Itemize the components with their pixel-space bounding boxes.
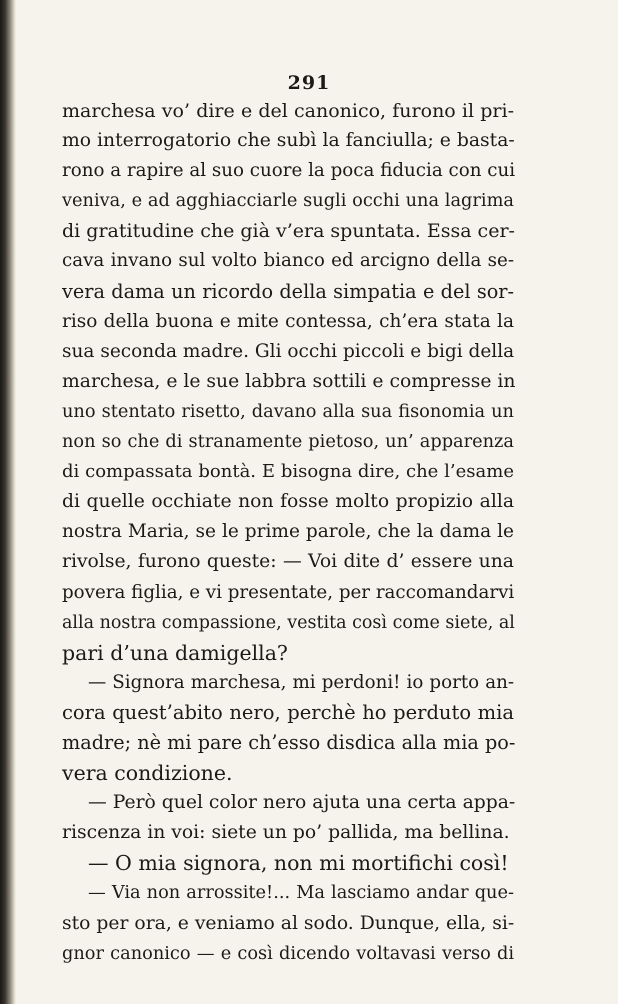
- text-line: di quelle occhiate non fosse molto propizio alla: [62, 491, 514, 513]
- text-line: cora quest’abito nero, perchè ho perduto mia: [62, 700, 514, 724]
- text-line: madre; nè mi pare ch’esso disdica alla mia po-: [62, 730, 516, 754]
- text-line: riso della buona e mite contessa, ch’era stata la: [62, 310, 514, 332]
- text-line: non so che di stranamente pietoso, un’ apparenza: [62, 432, 514, 453]
- text-line: — O mia signora, non mi mortifichi così!: [88, 851, 509, 876]
- page-number: 291: [287, 72, 331, 94]
- text-line: sua seconda madre. Gli occhi piccoli e bigi della: [62, 340, 515, 362]
- text-line: gnor canonico — e così dicendo voltavasi verso di: [62, 943, 514, 964]
- text-line: pari d’una damigella?: [62, 640, 288, 665]
- book-binding-edge: [0, 0, 16, 1004]
- text-line: marchesa, e le sue labbra sottili e compresse in: [62, 370, 516, 392]
- text-line: di gratitudine che già v’era spuntata. Essa cer-: [62, 220, 515, 243]
- text-line: vera condizione.: [62, 761, 233, 786]
- text-line: marchesa vo’ dire e del canonico, furono il pri-: [62, 100, 514, 122]
- text-line: rivolse, furono queste: — Voi dite d’ essere una: [62, 551, 514, 573]
- text-line: di compassata bontà. E bisogna dire, che l’esame: [62, 461, 514, 483]
- text-line: alla nostra compassione, vestita così come siete, al: [62, 612, 515, 633]
- text-line: — Signora marchesa, mi perdoni! io porto an-: [88, 671, 514, 693]
- text-line: mo interrogatorio che subì la fanciulla; e basta-: [62, 130, 515, 152]
- text-line: riscenza in voi: siete un po’ pallida, ma bellina.: [62, 822, 510, 844]
- text-line: — Via non arrossite!... Ma lasciamo andar que-: [88, 883, 514, 904]
- text-line: rono a rapire al suo cuore la poca fiducia con cui: [62, 160, 516, 182]
- text-line: sto per ora, e veniamo al sodo. Dunque, ella, si-: [62, 912, 515, 934]
- text-line: nostra Maria, se le prime parole, che la dama le: [62, 521, 514, 543]
- text-line: cava invano sul volto bianco ed arcigno della se-: [62, 250, 514, 272]
- text-line: povera figlia, e vi presentate, per raccomandarvi: [62, 581, 515, 603]
- text-line: vera dama un ricordo della simpatia e del sor-: [62, 279, 514, 303]
- text-line: uno stentato risetto, davano alla sua fisonomia un: [62, 401, 514, 422]
- text-line: veniva, e ad agghiacciarle sugli occhi una lagrima: [62, 191, 514, 212]
- text-line: — Però quel color nero ajuta una certa appa-: [88, 792, 516, 814]
- body-text: [62, 96, 514, 969]
